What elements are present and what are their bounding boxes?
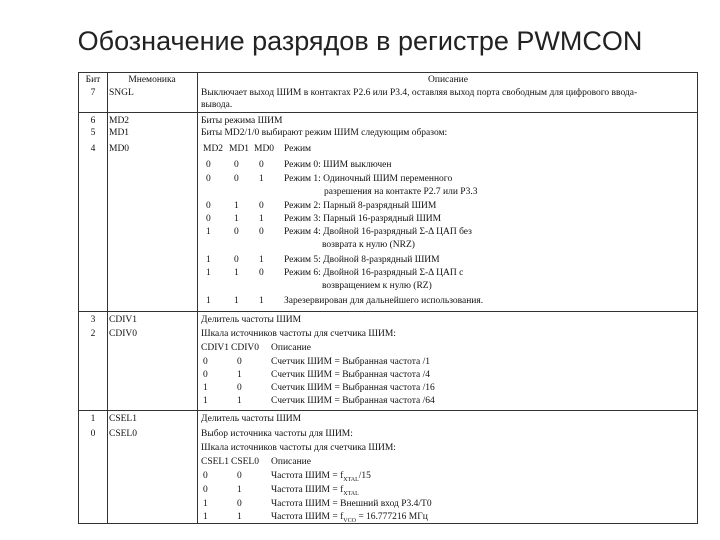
subheader-csel0: CSEL0 — [231, 457, 259, 467]
mode-text-cont: возврата к нулю (NRZ) — [322, 240, 415, 250]
cdiv1-value: 1 — [203, 383, 208, 393]
md0-value: 1 — [259, 214, 264, 224]
cdiv-text: Счетчик ШИМ = Выбранная частота /64 — [271, 396, 435, 406]
subheader-md2: MD2 — [203, 144, 224, 154]
bit-cell: 5 — [90, 128, 96, 138]
row-divider — [79, 311, 697, 312]
bit-cell: 6 — [90, 116, 96, 126]
description-line: Биты MD2/1/0 выбирают режим ШИМ следующим образом: — [201, 128, 448, 138]
mode-text: Режим 1: Одиночный ШИМ переменного — [284, 174, 453, 184]
cdiv1-value: 1 — [203, 396, 208, 406]
cdiv0-value: 1 — [237, 396, 242, 406]
mnemonic-cell: MD1 — [109, 128, 130, 138]
header-bit: Бит — [85, 75, 101, 85]
mnemonic-cell: CDIV0 — [109, 329, 137, 339]
bit-cell: 1 — [90, 414, 96, 424]
csel-text: Частота ШИМ = $f_{XTAL}$ — [271, 485, 359, 497]
mnemonic-cell: CSEL0 — [109, 429, 137, 439]
description-line: Выключает выход ШИМ в контактах P2.6 или P3.4, оставляя выход порта свободным для цифрового ввода- — [201, 88, 638, 98]
md1-value: 0 — [234, 174, 239, 184]
csel1-value: 1 — [203, 512, 208, 522]
csel-text: Частота ШИМ = $f_{XTAL}/15$ — [271, 471, 371, 483]
mnemonic-cell: SNGL — [109, 88, 134, 98]
md0-value: 0 — [259, 160, 264, 170]
md0-value: 0 — [259, 268, 264, 278]
subheader-md1: MD1 — [229, 144, 250, 154]
header-mnemonic: Мнемоника — [128, 75, 176, 85]
cdiv-text: Счетчик ШИМ = Выбранная частота /4 — [271, 370, 430, 380]
md2-value: 1 — [206, 255, 211, 265]
mnemonic-cell: CSEL1 — [109, 414, 137, 424]
description-line: Шкала источников частоты для счетчика ШИМ: — [201, 443, 396, 453]
mnemonic-cell: MD0 — [109, 144, 130, 154]
register-table — [78, 72, 698, 524]
csel1-value: 0 — [203, 485, 208, 495]
md1-value: 0 — [234, 227, 239, 237]
md2-value: 1 — [206, 296, 211, 306]
mode-text: Зарезервирован для дальнейшего использования. — [284, 296, 484, 306]
md2-value: 0 — [206, 174, 211, 184]
md0-value: 0 — [259, 227, 264, 237]
csel0-value: 0 — [237, 499, 242, 509]
cdiv1-value: 0 — [203, 357, 208, 367]
bit-cell: 2 — [90, 329, 96, 339]
md0-value: 0 — [259, 201, 264, 211]
md0-value: 1 — [259, 255, 264, 265]
md1-value: 0 — [234, 255, 239, 265]
column-divider — [107, 73, 108, 523]
cdiv0-value: 1 — [237, 370, 242, 380]
md1-value: 1 — [234, 214, 239, 224]
subheader-md0: MD0 — [254, 144, 275, 154]
csel0-value: 1 — [237, 485, 242, 495]
row-divider — [79, 112, 697, 113]
cdiv0-value: 0 — [237, 357, 242, 367]
subheader-mode: Режим — [284, 144, 312, 154]
subheader-cdiv1: CDIV1 — [201, 343, 229, 353]
description-line: Делитель частоты ШИМ — [201, 315, 302, 325]
column-divider — [197, 73, 198, 523]
md1-value: 0 — [234, 160, 239, 170]
mnemonic-cell: MD2 — [109, 116, 130, 126]
md1-value: 1 — [234, 268, 239, 278]
mode-text: Режим 6: Двойной 16-разрядный Σ-Δ ЦАП с — [284, 268, 464, 278]
csel-text: Частота ШИМ = $f_{VCO} = 16.777216$ МГц — [271, 512, 428, 524]
bit-cell: 4 — [90, 144, 96, 154]
cdiv1-value: 0 — [203, 370, 208, 380]
subheader-description: Описание — [271, 457, 311, 467]
bit-cell: 7 — [90, 88, 96, 98]
mode-text-cont: разрешения на контакте P2.7 или P3.3 — [324, 187, 478, 197]
subheader-csel1: CSEL1 — [201, 457, 229, 467]
bit-cell: 3 — [90, 315, 96, 325]
md2-value: 0 — [206, 201, 211, 211]
mode-text: Режим 3: Парный 16-разрядный ШИМ — [284, 214, 442, 224]
mode-text: Режим 2: Парный 8-разрядный ШИМ — [284, 201, 437, 211]
description-line: вывода. — [201, 100, 233, 110]
mnemonic-cell: CDIV1 — [109, 315, 137, 325]
header-description: Описание — [428, 75, 468, 85]
csel0-value: 1 — [237, 512, 242, 522]
description-line: Шкала источников частоты для счетчика ШИМ: — [201, 329, 396, 339]
description-line: Биты режима ШИМ — [201, 116, 283, 126]
mode-text: Режим 5: Двойной 8-разрядный ШИМ — [284, 255, 440, 265]
page-title: Обозначение разрядов в регистре PWMCON — [77, 26, 643, 56]
bit-cell: 0 — [90, 429, 96, 439]
row-divider — [79, 410, 697, 411]
mode-text: Режим 0: ШИМ выключен — [284, 160, 392, 170]
cdiv-text: Счетчик ШИМ = Выбранная частота /16 — [271, 383, 435, 393]
md2-value: 0 — [206, 160, 211, 170]
md0-value: 1 — [259, 174, 264, 184]
mode-text: Режим 4: Двойной 16-разрядный Σ-Δ ЦАП без — [284, 227, 472, 237]
md2-value: 1 — [206, 268, 211, 278]
cdiv0-value: 0 — [237, 383, 242, 393]
cdiv-text: Счетчик ШИМ = Выбранная частота /1 — [271, 357, 430, 367]
md1-value: 1 — [234, 296, 239, 306]
md1-value: 1 — [234, 201, 239, 211]
description-line: Делитель частоты ШИМ — [201, 414, 302, 424]
csel1-value: 1 — [203, 499, 208, 509]
subheader-cdiv0: CDIV0 — [231, 343, 259, 353]
md2-value: 0 — [206, 214, 211, 224]
csel-text: Частота ШИМ = Внешний вход P3.4/T0 — [271, 499, 432, 509]
subheader-description: Описание — [271, 343, 311, 353]
md2-value: 1 — [206, 227, 211, 237]
csel0-value: 0 — [237, 471, 242, 481]
csel1-value: 0 — [203, 471, 208, 481]
mode-text-cont: возвращением к нулю (RZ) — [322, 281, 432, 291]
description-line: Выбор источника частоты для ШИМ: — [201, 429, 353, 439]
md0-value: 1 — [259, 296, 264, 306]
